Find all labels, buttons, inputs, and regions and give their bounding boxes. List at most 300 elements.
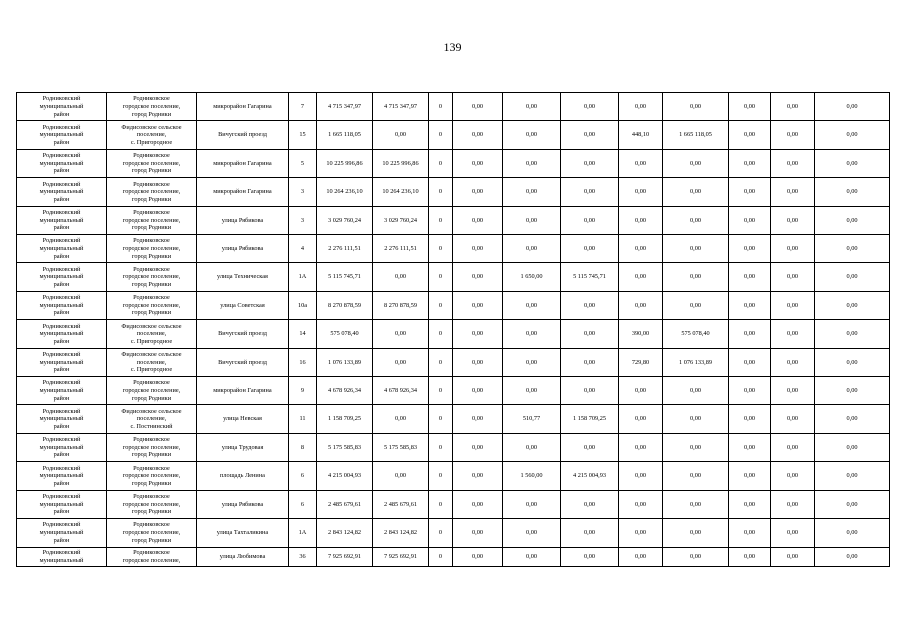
c3-cell: 0 [429,149,453,177]
district-line: Родниковский [42,180,81,188]
street-cell: улица Невская [197,405,289,433]
settlement-line: Фидисовское сельское [121,322,182,330]
c8-cell: 0,00 [663,377,729,405]
settlement-line: с. Пригородное [130,366,173,374]
c11-cell: 0,00 [815,519,890,547]
c7-cell: 448,10 [619,121,663,149]
c3-cell: 0 [429,263,453,291]
c3-cell: 0 [429,377,453,405]
house-cell: 7 [289,93,317,121]
district-cell [17,320,107,348]
street-cell: улица Тахталикина [197,519,289,547]
settlement-cell [107,547,197,567]
c2-cell: 0,00 [373,263,429,291]
c9-cell: 0,00 [729,433,771,461]
table-row [17,206,890,234]
c11-cell: 0,00 [815,263,890,291]
settlement-line: Родниковское [133,379,170,387]
settlement-line: город Родники [131,224,172,232]
c4-cell: 0,00 [453,377,503,405]
c10-cell: 0,00 [771,235,815,263]
c2-cell: 0,00 [373,348,429,376]
district-line: район [53,138,70,146]
settlement-cell [107,263,197,291]
c9-cell: 0,00 [729,490,771,518]
c1-cell: 4 715 347,97 [317,93,373,121]
c8-cell: 575 078,40 [663,320,729,348]
c4-cell: 0,00 [453,547,503,567]
c1-cell: 1 665 118,05 [317,121,373,149]
c9-cell: 0,00 [729,93,771,121]
district-line: муниципальный [39,556,84,564]
c5-cell: 0,00 [503,291,561,319]
district-cell [17,291,107,319]
c4-cell: 0,00 [453,235,503,263]
c10-cell: 0,00 [771,263,815,291]
district-cell [17,348,107,376]
house-cell: 11 [289,405,317,433]
c11-cell: 0,00 [815,405,890,433]
c3-cell: 0 [429,547,453,567]
c5-cell: 0,00 [503,433,561,461]
page-number: 139 [443,40,462,54]
settlement-cell [107,178,197,206]
c10-cell: 0,00 [771,519,815,547]
c8-cell: 0,00 [663,462,729,490]
district-line: район [53,536,70,544]
settlement-cell [107,206,197,234]
district-line: Родниковский [42,379,81,387]
district-line: муниципальный [39,386,84,394]
c7-cell: 0,00 [619,462,663,490]
street-cell: Вичугский проезд [197,320,289,348]
c9-cell: 0,00 [729,547,771,567]
settlement-line: город Родники [131,280,172,288]
settlement-line: Родниковское [133,436,170,444]
c1-cell: 7 925 692,91 [317,547,373,567]
district-line: район [53,479,70,487]
c8-cell: 0,00 [663,93,729,121]
settlement-cell [107,519,197,547]
settlement-line: городское поселение, [122,102,181,110]
district-line: муниципальный [39,188,84,196]
c2-cell: 8 270 878,59 [373,291,429,319]
settlement-line: поселение, [136,131,167,139]
district-line: Родниковский [42,294,81,302]
c9-cell: 0,00 [729,462,771,490]
settlement-line: город Родники [131,508,172,516]
c3-cell: 0 [429,519,453,547]
settlement-line: поселение, [136,415,167,423]
c9-cell: 0,00 [729,235,771,263]
district-line: район [53,422,70,430]
house-cell: 1А [289,263,317,291]
c4-cell: 0,00 [453,320,503,348]
c11-cell: 0,00 [815,320,890,348]
c5-cell: 0,00 [503,149,561,177]
settlement-line: городское поселение, [122,472,181,480]
settlement-line: городское поселение, [122,188,181,196]
c1-cell: 2 485 679,61 [317,490,373,518]
district-cell [17,433,107,461]
district-cell [17,206,107,234]
c8-cell: 0,00 [663,433,729,461]
table-row [17,178,890,206]
c11-cell: 0,00 [815,291,890,319]
c6-cell: 0,00 [561,149,619,177]
district-line: Родниковский [42,493,81,500]
c7-cell: 0,00 [619,206,663,234]
district-line: Родниковский [42,436,81,444]
settlement-cell [107,433,197,461]
c3-cell: 0 [429,178,453,206]
c10-cell: 0,00 [771,348,815,376]
c6-cell: 5 115 745,71 [561,263,619,291]
settlement-cell [107,348,197,376]
street-cell: Вичугский проезд [197,121,289,149]
c9-cell: 0,00 [729,348,771,376]
district-cell [17,462,107,490]
c2-cell: 0,00 [373,121,429,149]
c6-cell: 0,00 [561,121,619,149]
settlement-cell [107,320,197,348]
c8-cell: 0,00 [663,490,729,518]
c10-cell: 0,00 [771,149,815,177]
c4-cell: 0,00 [453,519,503,547]
c7-cell: 0,00 [619,405,663,433]
c7-cell: 729,80 [619,348,663,376]
c11-cell: 0,00 [815,149,890,177]
settlement-cell [107,405,197,433]
c2-cell: 2 485 679,61 [373,490,429,518]
c8-cell: 0,00 [663,178,729,206]
district-cell [17,93,107,121]
c8-cell: 0,00 [663,519,729,547]
street-cell: улица Любимова [197,547,289,567]
c5-cell: 1 650,00 [503,263,561,291]
c2-cell: 2 843 124,82 [373,519,429,547]
district-cell [17,235,107,263]
c3-cell: 0 [429,235,453,263]
settlement-line: город Родники [131,394,172,402]
table-row [17,93,890,121]
district-line: Родниковский [42,152,81,160]
c5-cell: 0,00 [503,93,561,121]
c2-cell: 10 264 236,10 [373,178,429,206]
settlement-line: Фидисовское сельское [121,407,182,415]
street-cell: улица Трудовая [197,433,289,461]
c1-cell: 1 158 709,25 [317,405,373,433]
c5-cell: 510,77 [503,405,561,433]
c8-cell: 0,00 [663,235,729,263]
c4-cell: 0,00 [453,348,503,376]
settlement-line: городское поселение, [122,301,181,309]
settlement-line: город Родники [131,536,172,544]
c11-cell: 0,00 [815,377,890,405]
c7-cell: 0,00 [619,178,663,206]
c7-cell: 390,00 [619,320,663,348]
c10-cell: 0,00 [771,490,815,518]
district-line: район [53,280,70,288]
c4-cell: 0,00 [453,405,503,433]
house-cell: 3 [289,178,317,206]
c3-cell: 0 [429,490,453,518]
c11-cell: 0,00 [815,178,890,206]
c1-cell: 10 225 996,86 [317,149,373,177]
settlement-line: Родниковское [133,95,170,103]
settlement-line: городское поселение, [122,443,181,451]
c5-cell: 0,00 [503,547,561,567]
c9-cell: 0,00 [729,405,771,433]
c10-cell: 0,00 [771,93,815,121]
district-cell [17,263,107,291]
c6-cell: 1 158 709,25 [561,405,619,433]
c2-cell: 2 276 111,51 [373,235,429,263]
settlement-line: Родниковское [133,294,170,302]
c11-cell: 0,00 [815,235,890,263]
settlement-line: Родниковское [133,180,170,188]
district-cell [17,121,107,149]
settlement-line: Фидисовское сельское [121,123,182,131]
c2-cell: 10 225 996,86 [373,149,429,177]
c1-cell: 5 175 585,83 [317,433,373,461]
c7-cell: 0,00 [619,377,663,405]
district-line: район [53,366,70,374]
district-line: Родниковский [42,95,81,103]
c9-cell: 0,00 [729,178,771,206]
district-cell [17,490,107,518]
c11-cell: 0,00 [815,348,890,376]
c3-cell: 0 [429,93,453,121]
district-line: муниципальный [39,443,84,451]
district-cell [17,519,107,547]
house-cell: 4 [289,235,317,263]
settlement-line: с. Пригородное [130,138,173,146]
settlement-line: Родниковское [133,549,170,557]
c8-cell: 0,00 [663,263,729,291]
house-cell: 16 [289,348,317,376]
c8-cell: 1 665 118,05 [663,121,729,149]
c8-cell: 0,00 [663,206,729,234]
settlement-line: городское поселение, [122,159,181,167]
settlement-line: городское поселение, [122,273,181,281]
c1-cell: 4 678 926,34 [317,377,373,405]
c1-cell: 3 029 760,24 [317,206,373,234]
settlement-line: город Родники [131,479,172,487]
table-row [17,149,890,177]
district-line: район [53,309,70,317]
c7-cell: 0,00 [619,547,663,567]
c1-cell: 1 076 133,89 [317,348,373,376]
table-row [17,263,890,291]
street-cell: улица Рябикова [197,490,289,518]
table-row [17,348,890,376]
house-cell: 6 [289,462,317,490]
table-row [17,291,890,319]
settlement-line: с. Пригородное [130,337,173,345]
c4-cell: 0,00 [453,263,503,291]
c5-cell: 0,00 [503,121,561,149]
c6-cell: 0,00 [561,519,619,547]
c7-cell: 0,00 [619,263,663,291]
street-cell: площадь Ленина [197,462,289,490]
c11-cell: 0,00 [815,121,890,149]
c5-cell: 0,00 [503,490,561,518]
c11-cell: 0,00 [815,490,890,518]
house-cell: 3 [289,206,317,234]
c6-cell: 0,00 [561,433,619,461]
settlement-line: поселение, [136,358,167,366]
c11-cell: 0,00 [815,433,890,461]
district-line: муниципальный [39,529,84,536]
c9-cell: 0,00 [729,206,771,234]
street-cell: микрорайон Гагарина [197,149,289,177]
settlement-line: город Родники [131,195,172,203]
district-line: Родниковский [42,464,81,472]
c7-cell: 0,00 [619,519,663,547]
c6-cell: 0,00 [561,348,619,376]
district-line: район [53,508,70,516]
district-line: район [53,224,70,232]
c5-cell: 0,00 [503,320,561,348]
c6-cell: 0,00 [561,291,619,319]
district-line: Родниковский [42,208,81,216]
c3-cell: 0 [429,462,453,490]
c6-cell: 0,00 [561,547,619,567]
district-cell [17,178,107,206]
settlement-line: Родниковское [133,521,170,529]
house-cell: 6 [289,490,317,518]
c1-cell: 10 264 236,10 [317,178,373,206]
settlement-cell [107,149,197,177]
c10-cell: 0,00 [771,178,815,206]
house-cell: 10а [289,291,317,319]
house-cell: 36 [289,547,317,567]
c2-cell: 7 925 692,91 [373,547,429,567]
c9-cell: 0,00 [729,320,771,348]
table-row [17,121,890,149]
settlement-line: городское поселение, [122,386,181,394]
street-cell: микрорайон Гагарина [197,93,289,121]
settlement-line: городское поселение, [122,556,181,564]
c9-cell: 0,00 [729,121,771,149]
c5-cell: 0,00 [503,235,561,263]
settlement-line: поселение, [136,330,167,338]
district-line: район [53,195,70,203]
c4-cell: 0,00 [453,93,503,121]
c10-cell: 0,00 [771,462,815,490]
table-row [17,433,890,461]
district-line: Родниковский [42,123,81,131]
c4-cell: 0,00 [453,462,503,490]
district-line: муниципальный [39,330,84,338]
c11-cell: 0,00 [815,206,890,234]
c9-cell: 0,00 [729,291,771,319]
c9-cell: 0,00 [729,263,771,291]
district-line: район [53,252,70,260]
c7-cell: 0,00 [619,149,663,177]
c5-cell: 0,00 [503,519,561,547]
c7-cell: 0,00 [619,291,663,319]
c9-cell: 0,00 [729,519,771,547]
c6-cell: 4 215 004,93 [561,462,619,490]
house-cell: 1А [289,519,317,547]
settlement-cell [107,93,197,121]
c4-cell: 0,00 [453,291,503,319]
district-line: муниципальный [39,273,84,281]
district-line: район [53,451,70,459]
c3-cell: 0 [429,121,453,149]
settlement-line: Фидисовское сельское [121,350,182,358]
table-row [17,405,890,433]
settlement-line: Родниковское [133,265,170,273]
c3-cell: 0 [429,320,453,348]
c6-cell: 0,00 [561,206,619,234]
c7-cell: 0,00 [619,433,663,461]
c2-cell: 4 715 347,97 [373,93,429,121]
house-cell: 5 [289,149,317,177]
settlement-line: городское поселение, [122,529,181,536]
c1-cell: 2 843 124,82 [317,519,373,547]
c10-cell: 0,00 [771,433,815,461]
c10-cell: 0,00 [771,291,815,319]
settlement-cell [107,121,197,149]
district-line: Родниковский [42,407,81,415]
table-row [17,377,890,405]
c10-cell: 0,00 [771,377,815,405]
district-cell [17,405,107,433]
district-line: район [53,167,70,175]
district-line: Родниковский [42,322,81,330]
c1-cell: 575 078,40 [317,320,373,348]
c5-cell: 0,00 [503,348,561,376]
c6-cell: 0,00 [561,490,619,518]
c10-cell: 0,00 [771,405,815,433]
table-row [17,490,890,518]
c6-cell: 0,00 [561,320,619,348]
house-cell: 14 [289,320,317,348]
settlement-line: Родниковское [133,464,170,472]
c11-cell: 0,00 [815,462,890,490]
c4-cell: 0,00 [453,206,503,234]
c5-cell: 1 560,00 [503,462,561,490]
district-line: муниципальный [39,102,84,110]
settlement-line: город Родники [131,309,172,317]
district-line: Родниковский [42,350,81,358]
street-cell: микрорайон Гагарина [197,377,289,405]
settlement-line: город Родники [131,252,172,260]
settlement-cell [107,462,197,490]
c9-cell: 0,00 [729,377,771,405]
table-row [17,320,890,348]
house-cell: 15 [289,121,317,149]
c2-cell: 4 678 926,34 [373,377,429,405]
c5-cell: 0,00 [503,206,561,234]
c6-cell: 0,00 [561,377,619,405]
district-line: муниципальный [39,500,84,508]
c6-cell: 0,00 [561,235,619,263]
district-line: Родниковский [42,549,81,557]
c5-cell: 0,00 [503,178,561,206]
district-line: район [53,394,70,402]
c1-cell: 5 115 745,71 [317,263,373,291]
c7-cell: 0,00 [619,490,663,518]
settlement-line: город Родники [131,167,172,175]
c7-cell: 0,00 [619,235,663,263]
c6-cell: 0,00 [561,93,619,121]
settlement-line: Родниковское [133,237,170,245]
c3-cell: 0 [429,206,453,234]
